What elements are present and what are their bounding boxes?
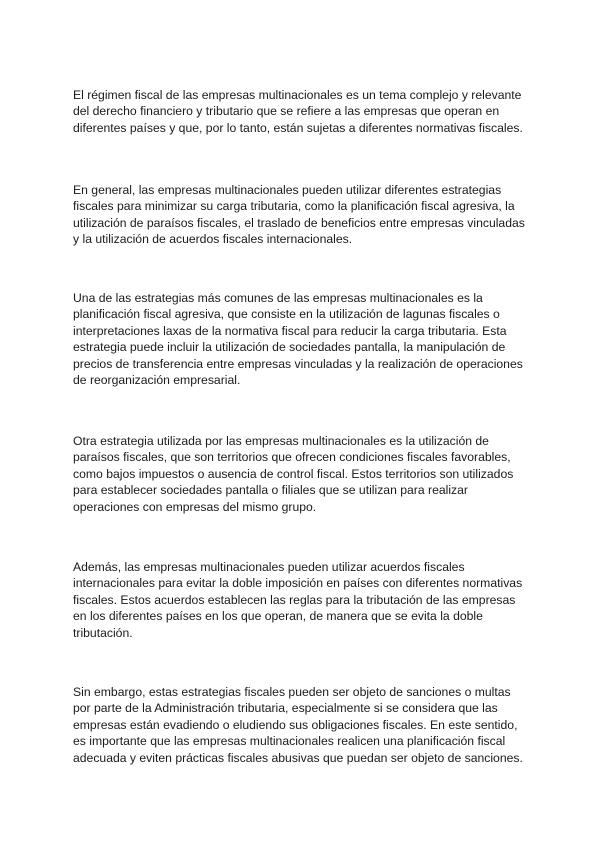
text-line: diferentes países y que, por lo tanto, están sujetas a diferentes normativas fiscales. (73, 120, 523, 135)
text-line: de reorganización empresarial. (73, 373, 241, 388)
text-line: operaciones con empresas del mismo grupo. (73, 499, 317, 514)
text-line: fiscales para minimizar su carga tributaria, como la planificación fiscal agresiva, la (73, 199, 515, 214)
text-line: planificación fiscal agresiva, que consiste en la utilización de lagunas fiscales o (73, 307, 500, 322)
paragraph-aggressive-planning (73, 290, 553, 388)
text-line: en los diferentes países en los que operan, de manera que se evita la doble (73, 609, 483, 624)
text-line: Sin embargo, estas estrategias fiscales pueden ser objeto de sanciones o multas (73, 685, 511, 699)
text-line: Otra estrategia utilizada por las empresas multinacionales es la utilización de (73, 434, 489, 448)
text-line: fiscales. Estos acuerdos establecen las reglas para la tributación de las empresas (73, 592, 516, 607)
text-line: adecuada y eviten prácticas fiscales abusivas que puedan ser objeto de sanciones. (73, 750, 523, 765)
paragraph-sanctions (73, 684, 553, 766)
text-line: En general, las empresas multinacionales pueden utilizar diferentes estrategias (73, 183, 502, 197)
text-line: como bajos impuestos o ausencia de control fiscal. Estos territorios son utilizados (73, 466, 514, 481)
text-line: utilización de paraísos fiscales, el traslado de beneficios entre empresas vinculadas (73, 215, 525, 230)
text-line: para establecer sociedades pantalla o filiales que se utilizan para realizar (73, 483, 468, 498)
text-line: paraísos fiscales, que son territorios que ofrecen condiciones fiscales favorables, (73, 450, 511, 465)
text-line: estrategia puede incluir la utilización de sociedades pantalla, la manipulación de (73, 340, 506, 355)
paragraph-tax-treaties (73, 559, 553, 641)
text-line: Una de las estrategias más comunes de las empresas multinacionales es la (73, 291, 483, 305)
text-line: El régimen fiscal de las empresas multinacionales es un tema complejo y relevante (73, 88, 522, 102)
text-line: internacionales para evitar la doble imposición en países con diferentes normativas (73, 576, 523, 591)
paragraph-tax-havens (73, 433, 553, 515)
paragraph-intro (73, 87, 553, 136)
text-line: Además, las empresas multinacionales pueden utilizar acuerdos fiscales (73, 560, 465, 574)
text-line: y la utilización de acuerdos fiscales internacionales. (73, 232, 353, 247)
text-line: tributación. (73, 625, 133, 640)
paragraph-strategies (73, 182, 553, 248)
text-line: precios de transferencia entre empresas vinculadas y la realización de operaciones (73, 356, 523, 371)
text-line: empresas están evadiendo o eludiendo sus obligaciones fiscales. En este sentido, (73, 717, 518, 732)
text-line: por parte de la Administración tributaria, especialmente si se considera que las (73, 701, 498, 716)
text-line: interpretaciones laxas de la normativa fiscal para reducir la carga tributaria. Esta (73, 323, 507, 338)
text-line: es importante que las empresas multinacionales realicen una planificación fiscal (73, 734, 506, 749)
text-line: del derecho financiero y tributario que se refiere a las empresas que operan en (73, 104, 500, 119)
